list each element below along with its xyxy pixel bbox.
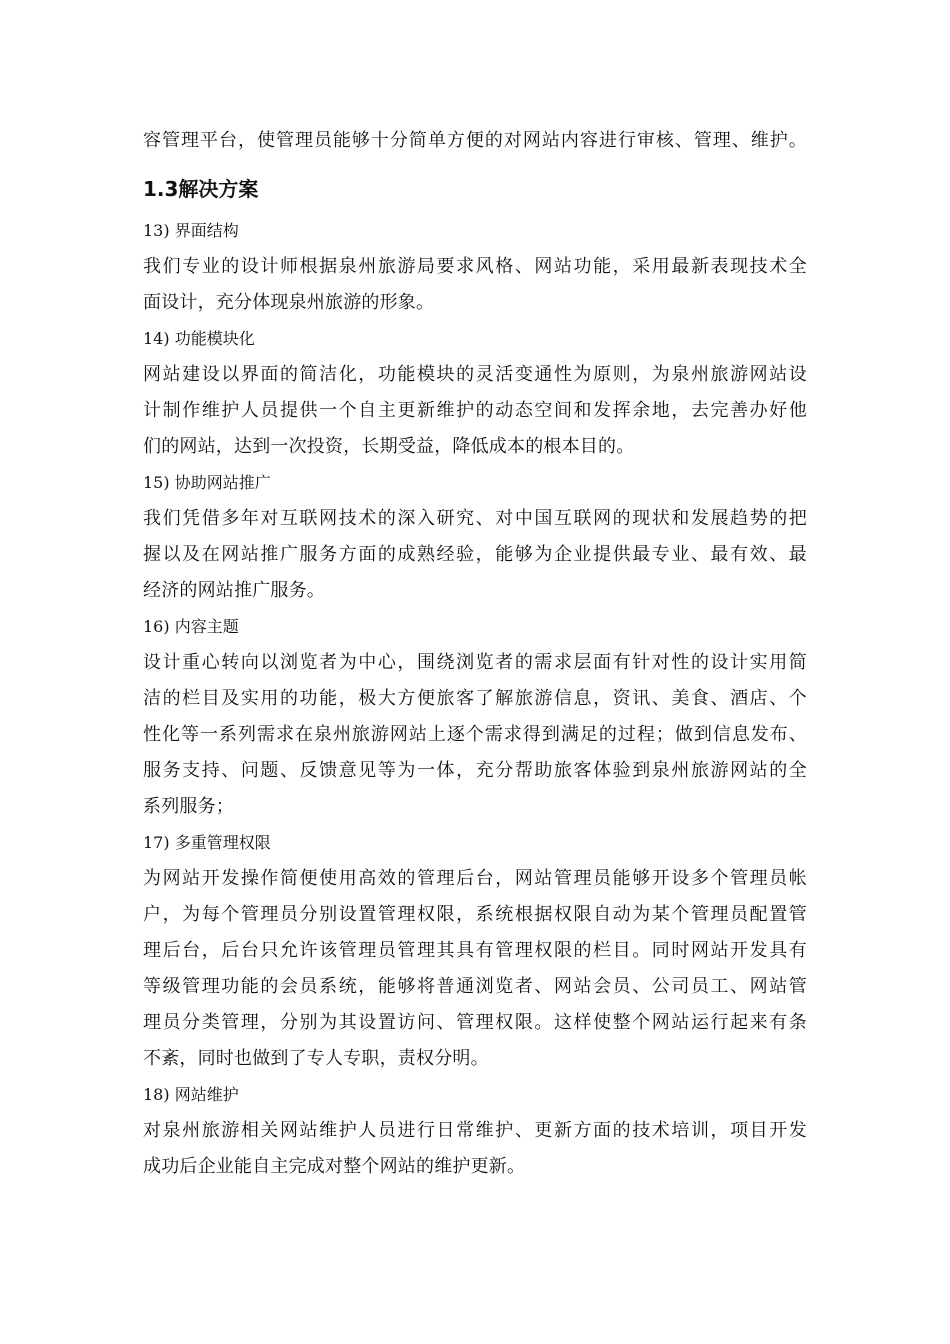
subsection-title-17: 17) 多重管理权限 xyxy=(143,833,271,852)
intro-line: 容管理平台，使管理员能够十分简单方便的对网站内容进行审核、管理、维护。 xyxy=(143,130,807,151)
paragraph-line: 网站建设以界面的简洁化，功能模块的灵活变通性为原则，为泉州旅游网站设 xyxy=(143,364,807,385)
paragraph-line: 们的网站，达到一次投资，长期受益，降低成本的根本目的。 xyxy=(143,436,635,457)
subsection-title-13: 13) 界面结构 xyxy=(143,221,239,240)
section-heading: 1.3解决方案 xyxy=(143,177,259,201)
document-content xyxy=(143,123,823,1185)
paragraph-line: 我们凭借多年对互联网技术的深入研究、对中国互联网的现状和发展趋势的把 xyxy=(143,508,807,529)
paragraph-line: 我们专业的设计师根据泉州旅游局要求风格、网站功能，采用最新表现技术全 xyxy=(143,256,807,277)
paragraph-line: 不紊，同时也做到了专人专职，责权分明。 xyxy=(143,1048,489,1069)
paragraph-line: 性化等一系列需求在泉州旅游网站上逐个需求得到满足的过程；做到信息发布、 xyxy=(143,724,807,745)
paragraph-line: 户，为每个管理员分别设置管理权限，系统根据权限自动为某个管理员配置管 xyxy=(143,904,807,925)
paragraph-line: 理后台，后台只允许该管理员管理其具有管理权限的栏目。同时网站开发具有 xyxy=(143,940,807,961)
paragraph-line: 设计重心转向以浏览者为中心，围绕浏览者的需求层面有针对性的设计实用简 xyxy=(143,652,807,673)
paragraph-line: 服务支持、问题、反馈意见等为一体，充分帮助旅客体验到泉州旅游网站的全 xyxy=(143,760,807,781)
paragraph-line: 握以及在网站推广服务方面的成熟经验，能够为企业提供最专业、最有效、最 xyxy=(143,544,807,565)
subsection-title-16: 16) 内容主题 xyxy=(143,617,239,636)
subsection-title-18: 18) 网站维护 xyxy=(143,1085,239,1104)
paragraph-line: 系列服务； xyxy=(143,796,234,817)
paragraph-line: 理员分类管理，分别为其设置访问、管理权限。这样使整个网站运行起来有条 xyxy=(143,1012,807,1033)
paragraph-line: 为网站开发操作简便使用高效的管理后台，网站管理员能够开设多个管理员帐 xyxy=(143,868,807,889)
paragraph-line: 经济的网站推广服务。 xyxy=(143,580,325,601)
paragraph-line: 面设计，充分体现泉州旅游的形象。 xyxy=(143,292,435,313)
paragraph-line: 洁的栏目及实用的功能，极大方便旅客了解旅游信息，资讯、美食、酒店、个 xyxy=(143,688,807,709)
subsection-title-14: 14) 功能模块化 xyxy=(143,329,255,348)
paragraph-line: 等级管理功能的会员系统，能够将普通浏览者、网站会员、公司员工、网站管 xyxy=(143,976,807,997)
subsection-title-15: 15) 协助网站推广 xyxy=(143,473,271,492)
paragraph-line: 成功后企业能自主完成对整个网站的维护更新。 xyxy=(143,1156,526,1177)
paragraph-line: 对泉州旅游相关网站维护人员进行日常维护、更新方面的技术培训，项目开发 xyxy=(143,1120,807,1141)
paragraph-line: 计制作维护人员提供一个自主更新维护的动态空间和发挥余地，去完善办好他 xyxy=(143,400,807,421)
